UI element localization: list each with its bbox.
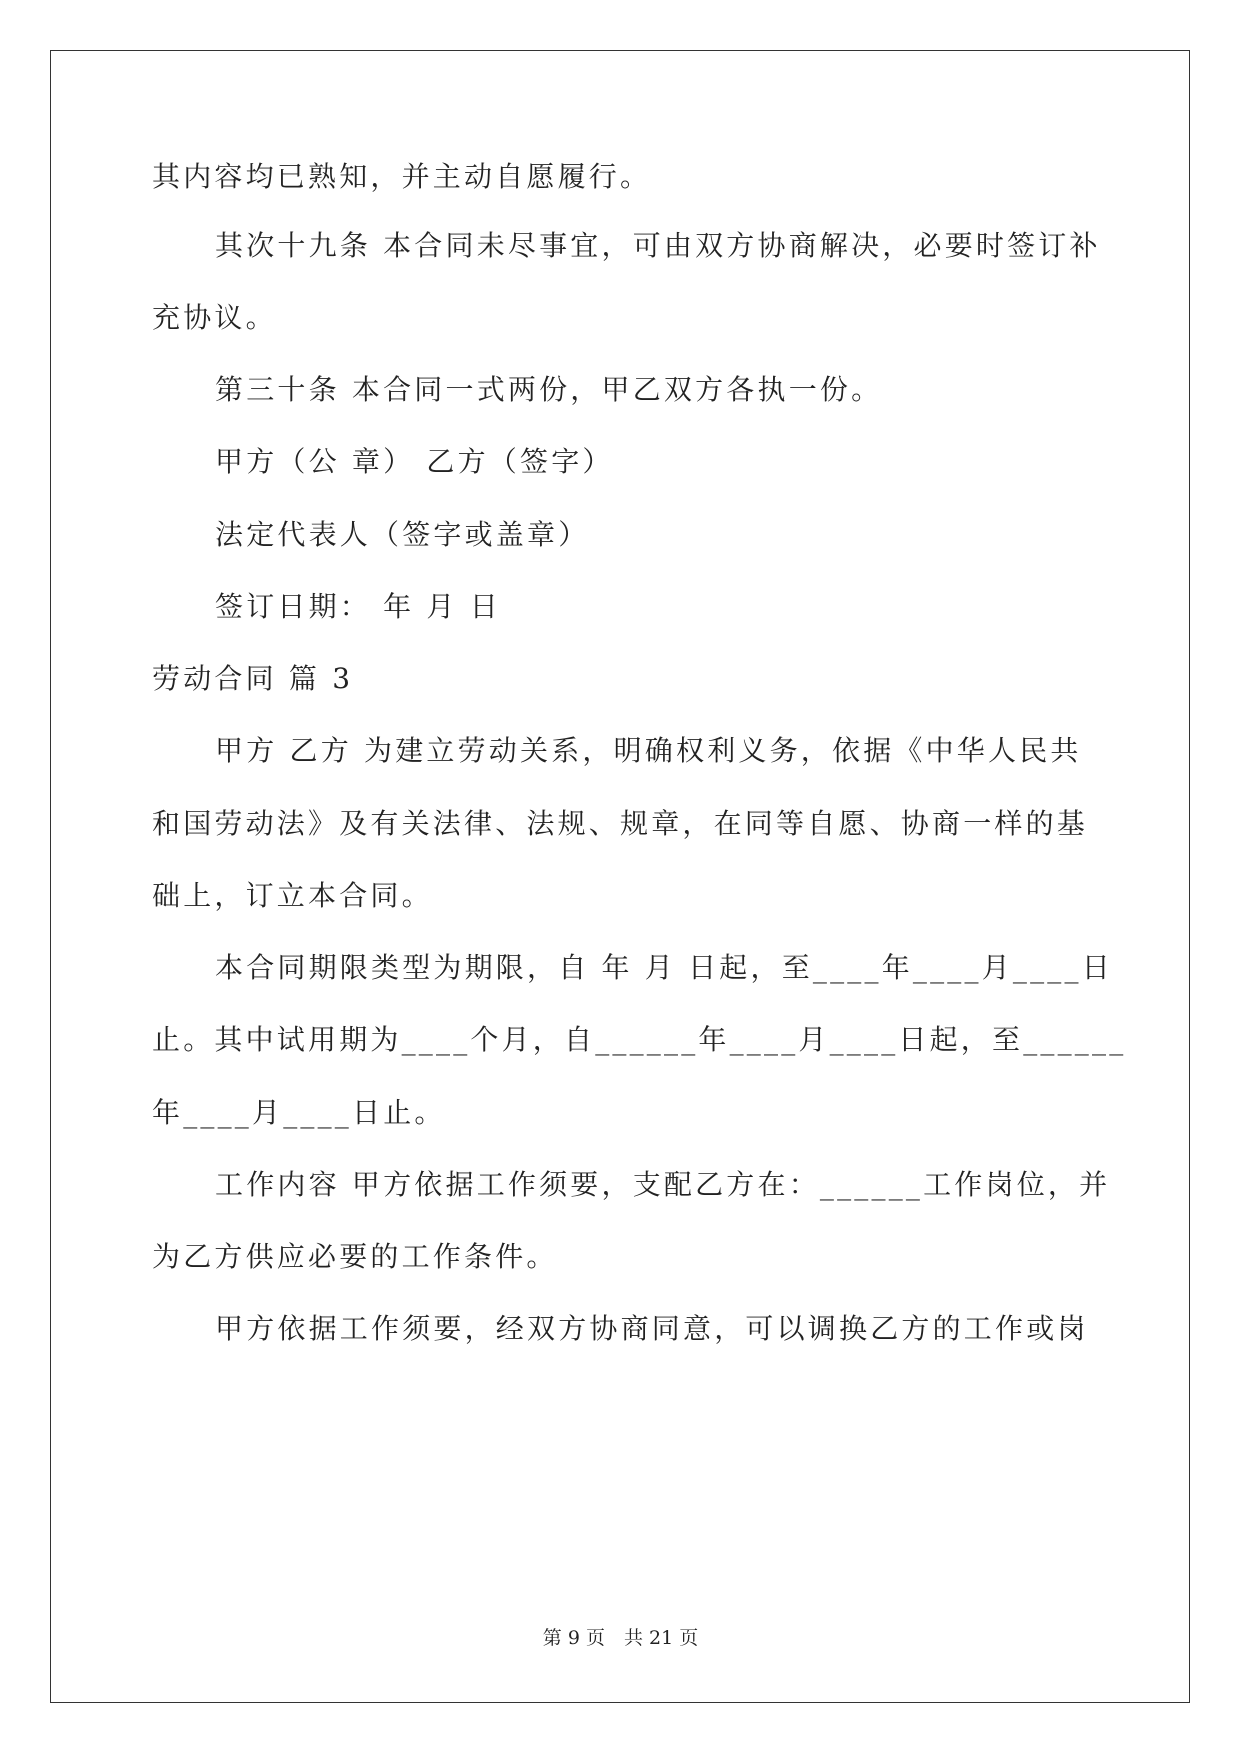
text-line-4: 第三十条 本合同一式两份，甲乙双方各执一份。 (215, 373, 883, 406)
text-line-3: 充协议。 (152, 301, 277, 334)
text-line-13: 止。其中试用期为____个月，自______年____月____日起，至______ (152, 1023, 1127, 1056)
text-line-7: 签订日期： 年 月 日 (215, 590, 501, 623)
page-number-text: 第 9 页 共 21 页 (542, 1627, 699, 1649)
text-line-10: 和国劳动法》及有关法律、法规、规章，在同等自愿、协商一样的基 (152, 807, 1089, 840)
text-line-16: 为乙方供应必要的工作条件。 (152, 1240, 558, 1273)
text-line-17: 甲方依据工作须要，经双方协商同意，可以调换乙方的工作或岗 (215, 1312, 1089, 1345)
page-border (50, 50, 1190, 1703)
text-line-2: 其次十九条 本合同未尽事宜，可由双方协商解决，必要时签订补 (215, 229, 1101, 262)
text-line-9: 甲方 乙方 为建立劳动关系，明确权利义务，依据《中华人民共 (215, 734, 1082, 767)
text-line-11: 础上，订立本合同。 (152, 879, 433, 912)
text-line-15: 工作内容 甲方依据工作须要，支配乙方在：______工作岗位，并 (215, 1168, 1111, 1201)
text-line-12: 本合同期限类型为期限，自 年 月 日起，至____年____月____日 (215, 951, 1113, 984)
text-line-6: 法定代表人（签字或盖章） (215, 518, 590, 551)
page-number-footer (0, 1626, 1241, 1650)
text-line-5: 甲方（公 章） 乙方（签字） (215, 445, 614, 478)
text-line-1: 其内容均已熟知，并主动自愿履行。 (152, 160, 652, 193)
text-line-14: 年____月____日止。 (152, 1096, 446, 1129)
section-heading: 劳动合同 篇 3 (152, 662, 354, 695)
